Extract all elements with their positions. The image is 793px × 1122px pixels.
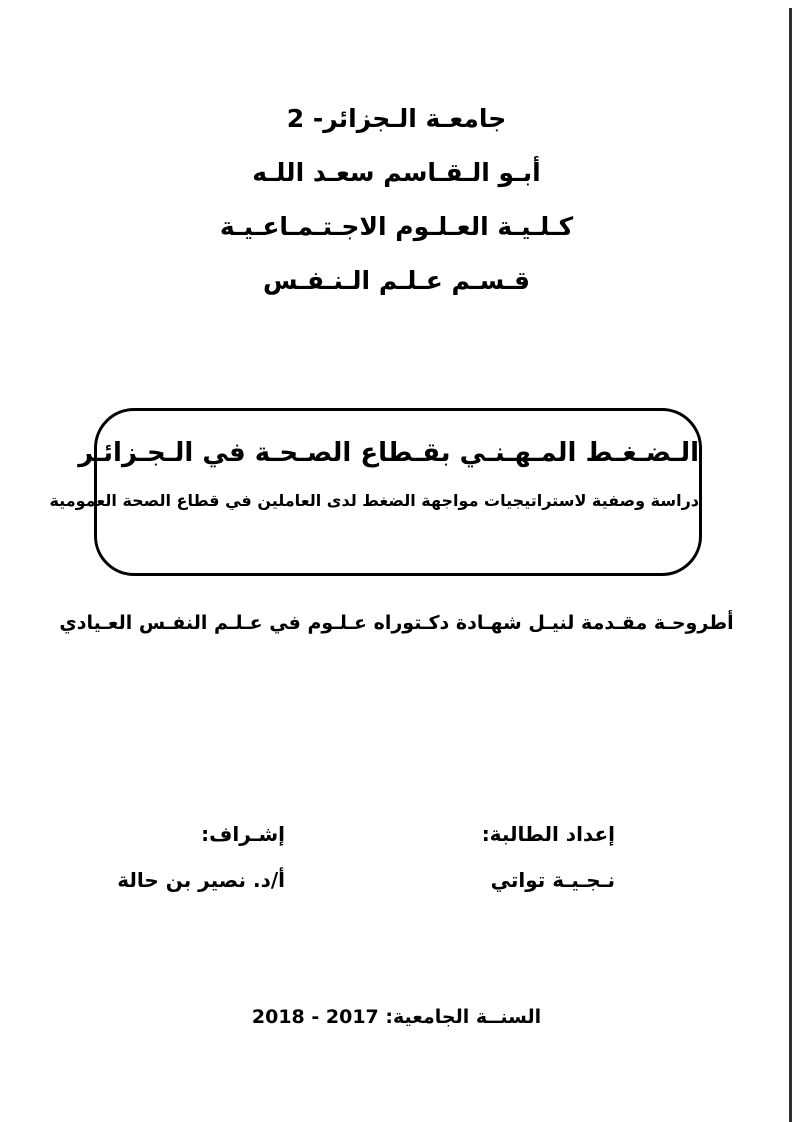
student-name: نـجـيـة تواتي: [490, 868, 615, 892]
university-founder-name: أبـو الـقـاسم سعـد اللـه: [252, 158, 541, 187]
faculty-name: كـلـيـة العـلـوم الاجـتـمـاعـيـة: [219, 212, 574, 241]
thesis-statement: أطروحـة مقـدمة لنيـل شهـادة دكـتوراه عـلـوم في عـلـم النفـس العـيادي: [59, 612, 734, 634]
thesis-subtitle: دراسة وصفية لاستراتيجيات مواجهة الضغط لدى العاملين في قطاع الصحة العمومية: [49, 491, 699, 511]
supervision-label: إشـراف:: [201, 822, 285, 846]
supervisor-name: أ/د. نصير بن حالة: [117, 868, 285, 892]
thesis-title-box: [49, 408, 702, 576]
thesis-title: الـضـغـط المـهـنـي بقـطاع الصـحـة في الـجـزائـر: [78, 438, 699, 468]
department-name: قـسـم عـلـم الـنـفـس: [262, 266, 531, 295]
university-name: جامعـة الـجزائر- 2: [286, 104, 507, 133]
academic-year: السنــة الجامعية: 2017 - 2018: [251, 1006, 542, 1028]
prepared-by-label: إعداد الطالبة:: [481, 822, 615, 846]
university-header: [0, 92, 793, 308]
